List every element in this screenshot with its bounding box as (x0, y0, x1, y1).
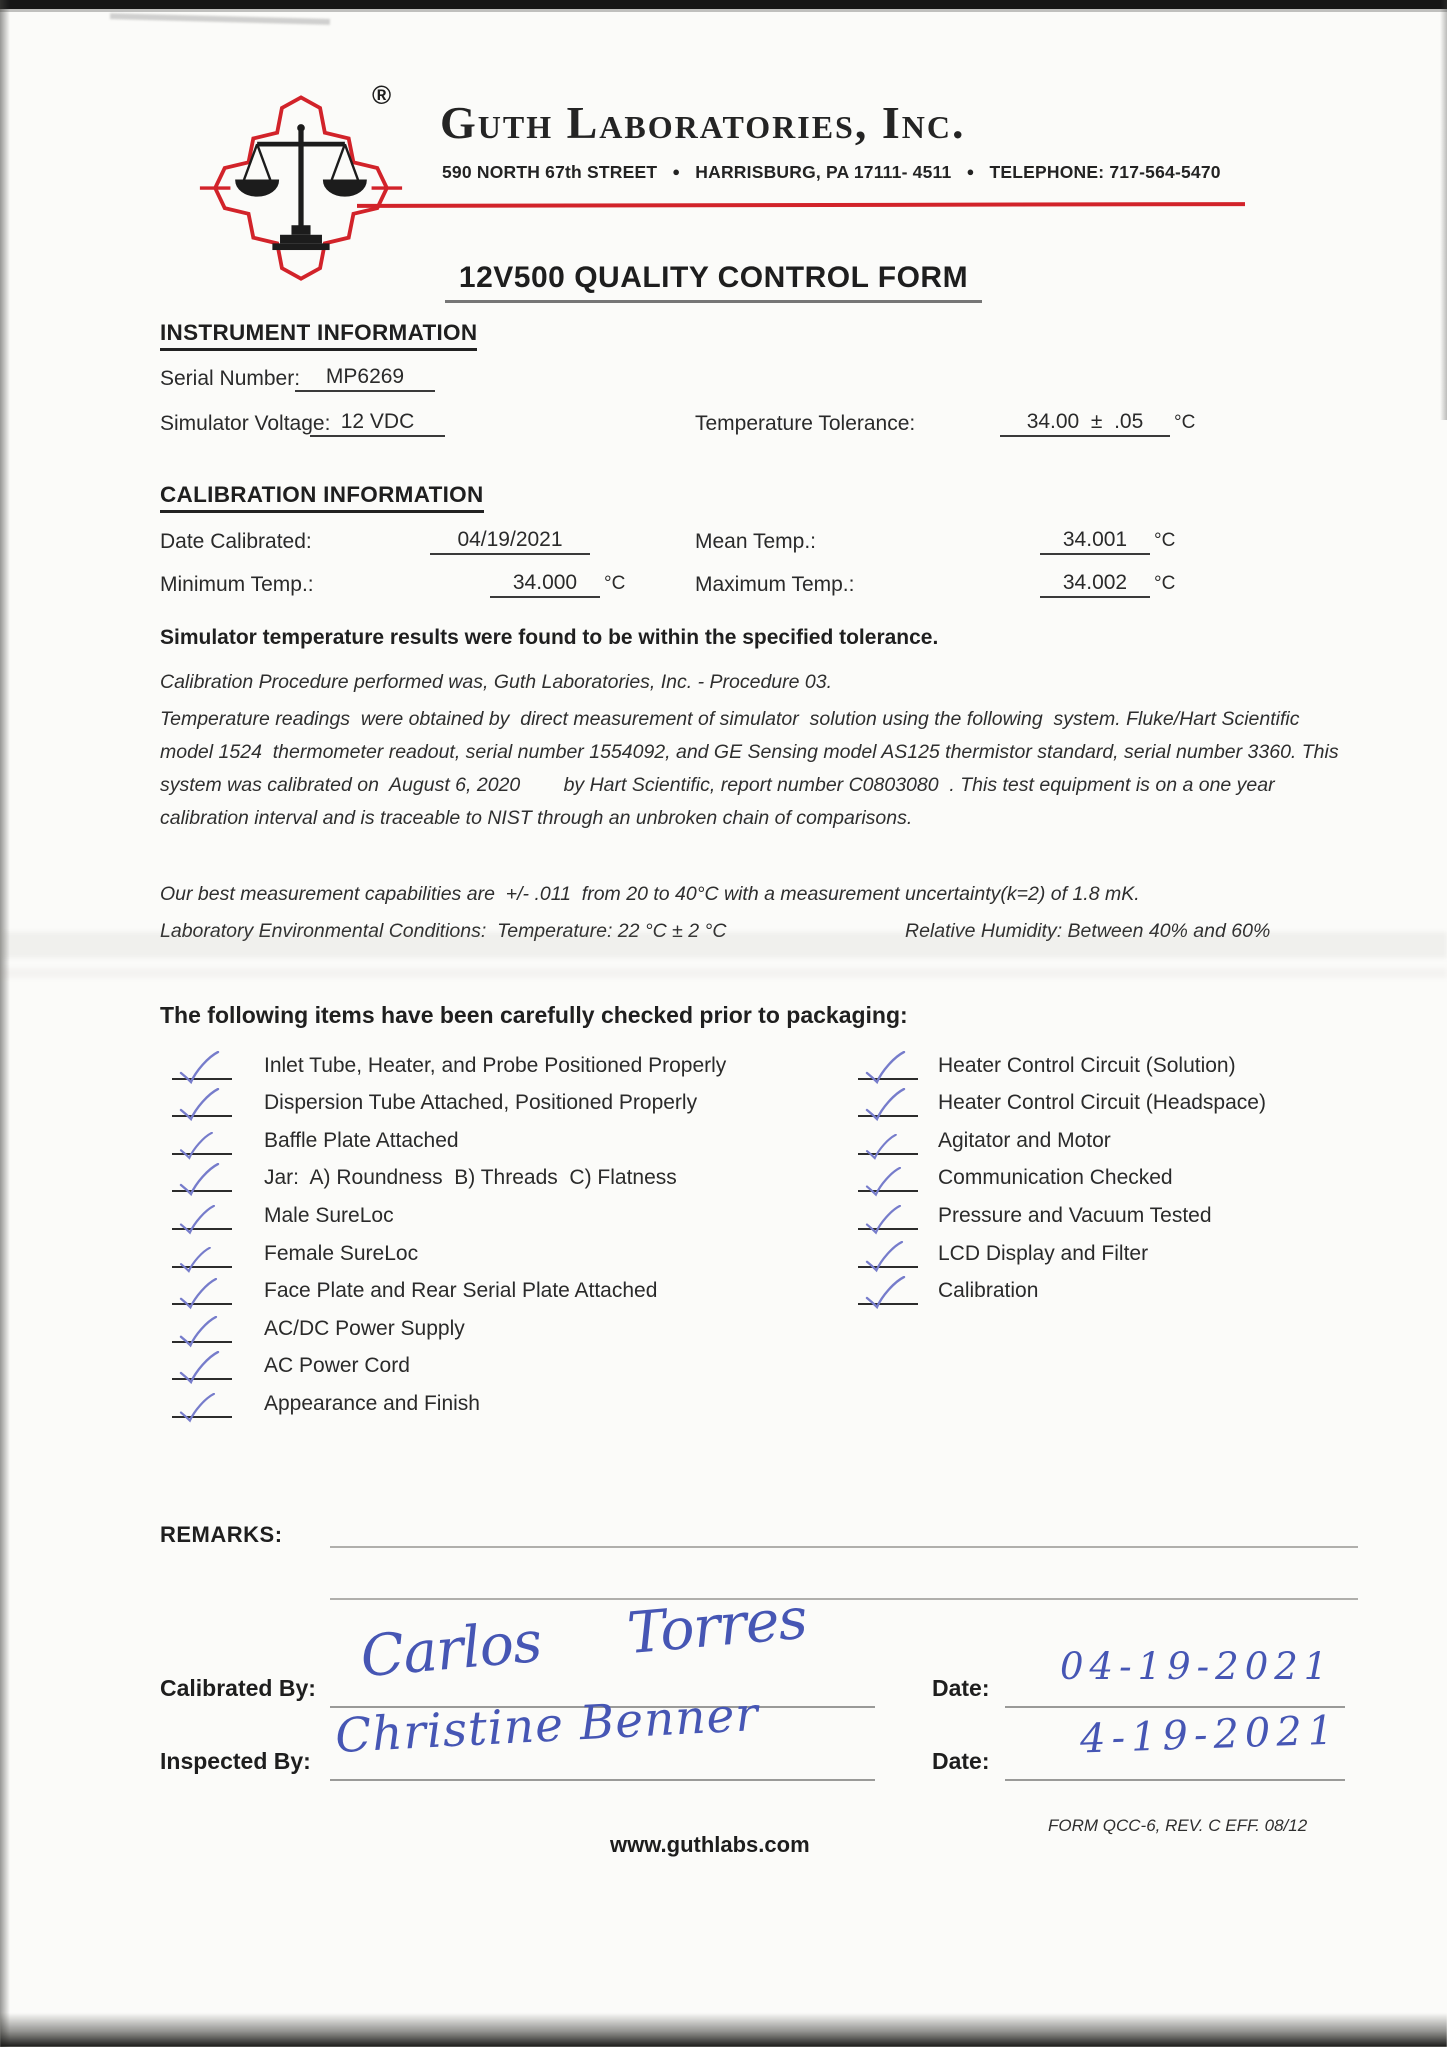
form-reference: FORM QCC-6, REV. C EFF. 08/12 (1048, 1816, 1308, 1835)
minimum-temp-value: 34.000 °C (490, 571, 625, 598)
check-line (172, 1378, 232, 1418)
humidity-statement: Relative Humidity: Between 40% and 60% (905, 920, 1271, 942)
check-line (858, 1040, 918, 1080)
check-line (172, 1040, 232, 1080)
calibrated-signature: Carlos Torres (357, 1585, 810, 1691)
procedure-statement: Calibration Procedure performed was, Guth Laboratories, Inc. - Procedure 03. (160, 671, 833, 693)
scan-edge-bottom (0, 2013, 1447, 2047)
remarks-label: REMARKS: (160, 1522, 283, 1547)
check-line (858, 1266, 918, 1306)
inspected-by-label: Inspected By: (160, 1748, 311, 1774)
check-line (172, 1341, 232, 1381)
calibrated-date-label: Date: (932, 1675, 990, 1701)
check-line (858, 1190, 918, 1230)
address-phone: TELEPHONE: 717-564-5470 (989, 162, 1221, 182)
balance-scale-icon (236, 124, 366, 250)
check-line (172, 1190, 232, 1230)
simulator-voltage-label: Simulator Voltage: (160, 412, 331, 435)
tolerance-result-statement: Simulator temperature results were found to be within the specified tolerance. (160, 626, 939, 649)
checklist-item: AC Power Cord (172, 1343, 726, 1381)
checklist-item: Male SureLoc (172, 1192, 726, 1230)
scan-edge-top-shadow (0, 9, 1447, 12)
check-line (858, 1078, 918, 1118)
mean-temp-unit: °C (1154, 530, 1176, 551)
inspected-signature: Christine Benner (333, 1686, 761, 1765)
scan-edge-top (0, 0, 1447, 9)
calibrated-date-value: 04-19-2021 (1060, 1645, 1334, 1688)
mean-temp-value: 34.001 °C (1040, 528, 1175, 555)
checklist-item: Communication Checked (858, 1155, 1266, 1193)
checkmark-icon (864, 1276, 906, 1312)
checklist-item: Face Plate and Rear Serial Plate Attached (172, 1268, 726, 1306)
checklist-item: Agitator and Motor (858, 1117, 1266, 1155)
method-statement: Temperature readings were obtained by direct measurement of simulator solution using the following system. Fluke/Hart Scientific model 1524 thermometer readout, serial number 1554092, and GE Sensing model AS125 thermistor standard, serial number 3360. This system was calibrated on August 6, 2020 by Hart Scientific, report number C0803080 . This test equipment is on a one year calibration interval and is traceable to NIST through an unbroken chain of comparisons. (160, 708, 1345, 829)
scan-edge-right (1440, 0, 1447, 420)
checklist-item: Baffle Plate Attached (172, 1117, 726, 1155)
check-line (172, 1266, 232, 1306)
minimum-temp-label: Minimum Temp.: (160, 573, 314, 596)
maximum-temp-label: Maximum Temp.: (695, 573, 855, 596)
temperature-tolerance-label: Temperature Tolerance: (695, 412, 916, 435)
environment-statement: Laboratory Environmental Conditions: Temperature: 22 °C ± 2 °C (160, 920, 727, 942)
date-calibrated-value: 04/19/2021 (430, 528, 590, 555)
calibration-info-heading: CALIBRATION INFORMATION (160, 482, 484, 513)
serial-number-row (160, 367, 300, 391)
letterhead-rule (357, 202, 1245, 207)
scan-streak (110, 13, 330, 25)
check-line (858, 1228, 918, 1268)
inspected-date-label: Date: (932, 1748, 990, 1774)
checkmark-icon (178, 1393, 216, 1425)
check-line (172, 1153, 232, 1193)
check-line (858, 1153, 918, 1193)
checklist-item: Appearance and Finish (172, 1380, 726, 1418)
checklist-item: Female SureLoc (172, 1230, 726, 1268)
bullet-separator: ● (966, 164, 975, 179)
address-city: HARRISBURG, PA 17111- 4511 (695, 162, 952, 182)
serial-number-value: MP6269 (295, 365, 435, 392)
checklist-item: Heater Control Circuit (Solution) (858, 1042, 1266, 1080)
bullet-separator: ● (672, 164, 681, 179)
inspected-date-value: 4-19-2021 (1079, 1707, 1340, 1763)
remarks-line (330, 1508, 1358, 1548)
instrument-info-heading: INSTRUMENT INFORMATION (160, 320, 477, 351)
checklist-item: Calibration (858, 1268, 1266, 1306)
registered-trademark: ® (372, 80, 392, 110)
mean-temp-label: Mean Temp.: (695, 530, 817, 553)
simulator-voltage-value: 12 VDC (310, 410, 445, 437)
capabilities-statement: Our best measurement capabilities are +/- .011 from 20 to 40°C with a measurement uncertainty(k=2) of 1.8 mK. (160, 883, 1140, 905)
check-line (172, 1303, 232, 1343)
address-street: 590 NORTH 67th STREET (442, 162, 658, 182)
check-line (858, 1115, 918, 1155)
minimum-temp-unit: °C (604, 573, 626, 594)
check-line (172, 1115, 232, 1155)
checklist-item: Dispersion Tube Attached, Positioned Properly (172, 1080, 726, 1118)
checklist-item: Jar: A) Roundness B) Threads C) Flatness (172, 1155, 726, 1193)
maximum-temp-value: 34.002 °C (1040, 571, 1175, 598)
check-line (172, 1228, 232, 1268)
form-title-row (0, 261, 1447, 303)
calibrated-by-label: Calibrated By: (160, 1675, 316, 1701)
page-title: 12V500 QUALITY CONTROL FORM (445, 261, 982, 303)
checklist-item: LCD Display and Filter (858, 1230, 1266, 1268)
checklist-item: Heater Control Circuit (Headspace) (858, 1080, 1266, 1118)
checklist-heading: The following items have been carefully checked prior to packaging: (160, 1002, 908, 1028)
checklist-item: Inlet Tube, Heater, and Probe Positioned Properly (172, 1042, 726, 1080)
simulator-voltage-row (160, 412, 330, 436)
serial-number-label: Serial Number: (160, 367, 301, 390)
checklist-item: AC/DC Power Supply (172, 1305, 726, 1343)
checklist-right-column (858, 1042, 1266, 1305)
scan-edge-left (0, 0, 10, 2047)
date-calibrated-label: Date Calibrated: (160, 530, 312, 553)
checklist-left-column (172, 1042, 726, 1418)
checklist-item: Pressure and Vacuum Tested (858, 1192, 1266, 1230)
check-line (172, 1078, 232, 1118)
company-address (442, 162, 1221, 183)
website-url: www.guthlabs.com (610, 1832, 810, 1857)
tolerance-unit: °C (1174, 412, 1196, 433)
temperature-tolerance-value: 34.00 ± .05 °C (1000, 410, 1195, 437)
company-name: Guth Laboratories, Inc. (440, 97, 966, 148)
maximum-temp-unit: °C (1154, 573, 1176, 594)
scan-band (0, 968, 1447, 978)
remarks-line (330, 1560, 1358, 1600)
